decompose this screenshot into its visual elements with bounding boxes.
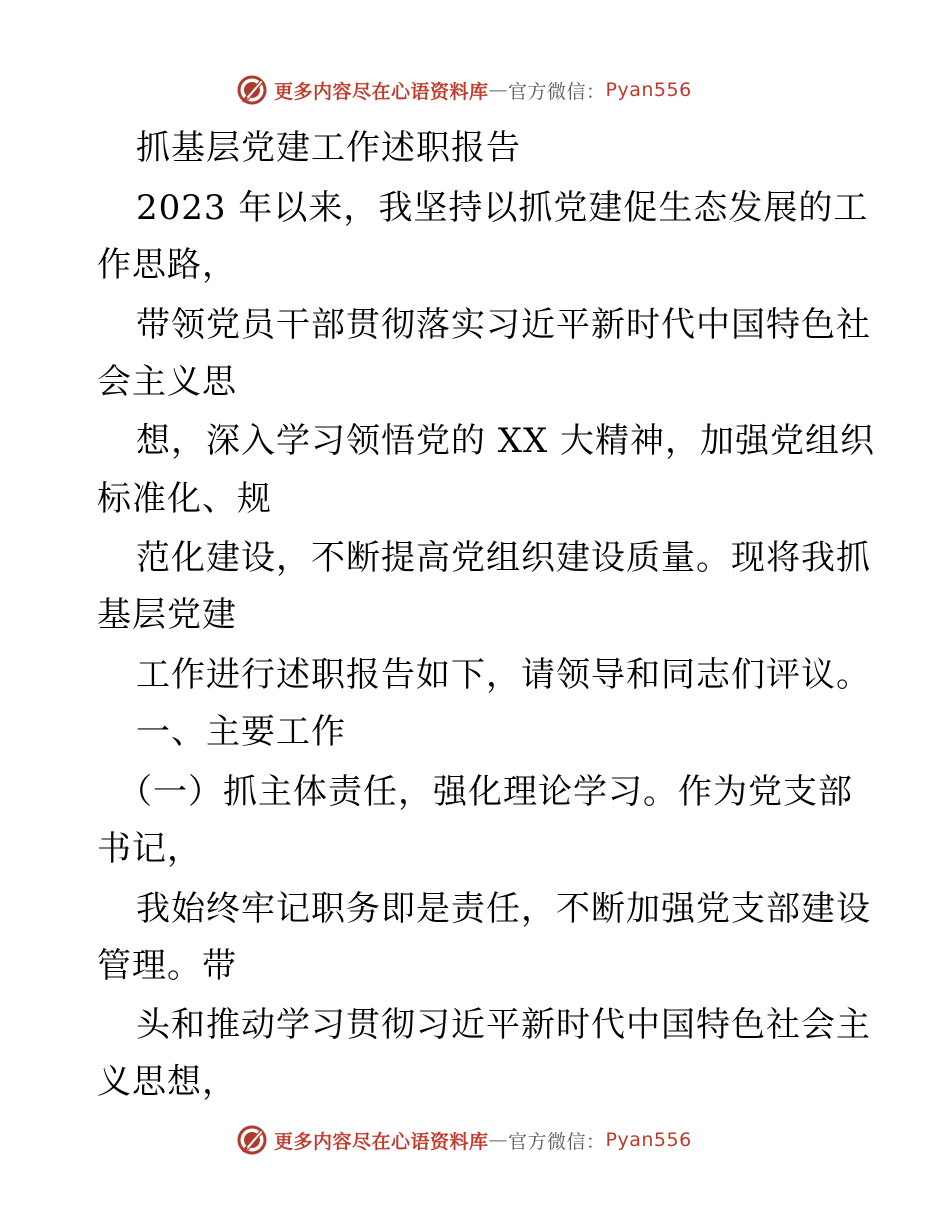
paragraph-line: 标准化、规 [97,479,272,519]
paragraph-line: 范化建设，不断提高党组织建设质量。现将我抓 [136,538,871,578]
paragraph-line: 书记， [97,829,202,869]
section-heading: 一、主要工作 [136,712,346,752]
watermark-header [236,73,692,107]
quill-seal-icon [236,74,268,106]
watermark-official-label: 官方微信： [508,80,606,103]
paragraph-line: 带领党员干部贯彻落实习近平新时代中国特色社 [136,305,871,345]
paragraph-line: 想，深入学习领悟党的 XX 大精神，加强党组织 [136,421,876,461]
paragraph-line: 作思路， [97,245,237,285]
paragraph-line: 基层党建 [97,595,237,635]
watermark-dash: — [488,1129,509,1151]
paragraph-line: 管理。带 [97,946,237,986]
watermark-brand: 更多内容尽在心语资料库 [274,1130,489,1153]
document-title: 抓基层党建工作述职报告 [136,128,521,168]
paragraph-line: 2023 年以来，我坚持以抓党建促生态发展的工 [136,188,869,228]
paragraph-line: 会主义思 [97,362,237,402]
watermark-wechat-id: Pyan556 [605,1129,692,1151]
watermark-footer [236,1123,692,1157]
paragraph-line: 我始终牢记职务即是责任，不断加强党支部建设 [136,889,871,929]
paragraph-line: 头和推动学习贯彻习近平新时代中国特色社会主 [136,1005,871,1045]
watermark-brand: 更多内容尽在心语资料库 [274,80,489,103]
watermark-dash: — [488,79,509,101]
paragraph-line: 义思想， [97,1062,237,1102]
paragraph-line: 工作进行述职报告如下，请领导和同志们评议。 [136,655,871,695]
quill-seal-icon [236,1124,268,1156]
watermark-wechat-id: Pyan556 [605,79,692,101]
watermark-official-label: 官方微信： [508,1130,606,1153]
subsection-heading: （一）抓主体责任，强化理论学习。作为党支部 [118,772,853,812]
